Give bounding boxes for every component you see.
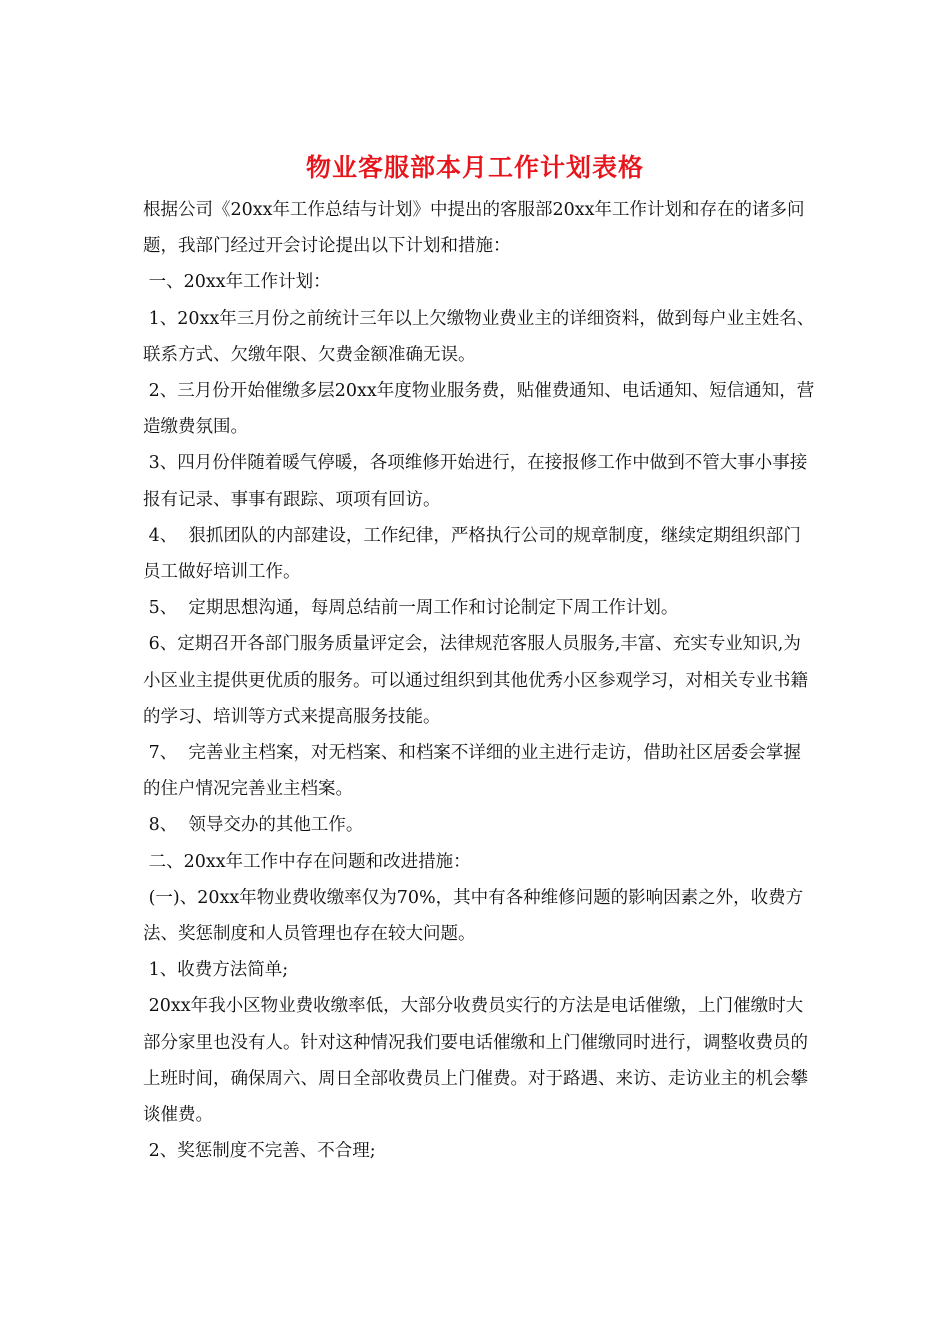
list-item: 1、收费方法简单;	[143, 960, 289, 981]
list-item: 4、 狠抓团队的内部建设，工作纪律，严格执行公司的规章制度，继续定期组织部门员工做好培训工作。	[143, 525, 801, 583]
list-item: 2、三月份开始催缴多层20xx年度物业服务费，贴催费通知、电话通知、短信通知，营造缴费氛围。	[143, 381, 815, 438]
document-body	[143, 192, 815, 1169]
paragraph: 根据公司《20xx年工作总结与计划》中提出的客服部20xx年工作计划和存在的诸多问题，我部门经过开会讨论提出以下计划和措施：	[143, 200, 805, 257]
list-item: 7、 完善业主档案，对无档案、和档案不详细的业主进行走访，借助社区居委会掌握的住户情况完善业主档案。	[143, 743, 801, 800]
document-title: 物业客服部本月工作计划表格	[305, 153, 644, 182]
section-heading: 一、20xx年工作计划：	[143, 272, 331, 293]
paragraph: 20xx年我小区物业费收缴率低，大部分收费员实行的方法是电话催缴，上门催缴时大部分家里也没有人。针对这种情况我们要电话催缴和上门催缴同时进行，调整收费员的上班时间，确保周六、周日全部收费员上门催费。对于路遇、来访、走访业主的机会攀谈催费。	[143, 996, 808, 1126]
list-item: 1、20xx年三月份之前统计三年以上欠缴物业费业主的详细资料，做到每户业主姓名、联系方式、欠缴年限、欠费金额准确无误。	[143, 308, 815, 365]
list-item: 8、 领导交办的其他工作。	[143, 815, 364, 836]
subsection-heading: (一)、20xx年物业费收缴率仅为70%，其中有各种维修问题的影响因素之外，收费方法、奖惩制度和人员管理也存在较大问题。	[143, 887, 804, 945]
section-heading: 二、20xx年工作中存在问题和改进措施：	[143, 851, 471, 872]
list-item: 5、 定期思想沟通，每周总结前一周工作和讨论制定下周工作计划。	[143, 598, 679, 619]
list-item: 3、四月份伴随着暖气停暖，各项维修开始进行，在接报修工作中做到不管大事小事接报有记录、事事有跟踪、项项有回访。	[143, 453, 808, 510]
list-item: 6、定期召开各部门服务质量评定会，法律规范客服人员服务,丰富、充实专业知识,为小区业主提供更优质的服务。可以通过组织到其他优秀小区参观学习，对相关专业书籍的学习、培训等方式来提高服务技能。	[143, 634, 808, 727]
list-item: 2、奖惩制度不完善、不合理;	[143, 1141, 376, 1162]
